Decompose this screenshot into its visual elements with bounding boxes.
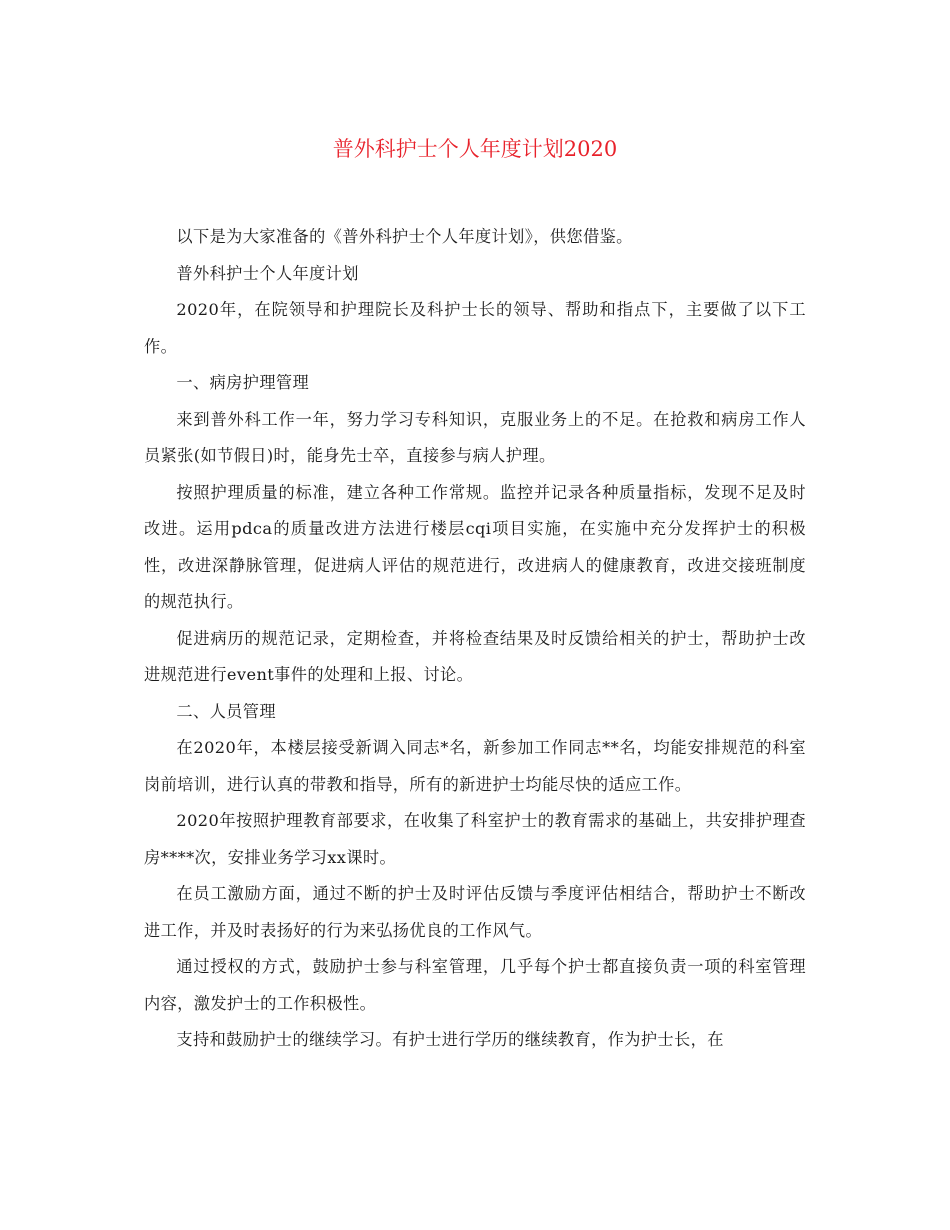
paragraph: 按照护理质量的标准，建立各种工作常规。监控并记录各种质量指标，发现不足及时改进。运用pdca的质量改进方法进行楼层cqi项目实施，在实施中充分发挥护士的积极性，改进深静脉管理，促进病人评估的规范进行，改进病人的健康教育，改进交接班制度的规范执行。 bbox=[144, 482, 806, 611]
paragraph: 促进病历的规范记录，定期检查，并将检查结果及时反馈给相关的护士，帮助护士改进规范进行event事件的处理和上报、讨论。 bbox=[144, 628, 806, 684]
document-title: 普外科护士个人年度计划2020 bbox=[332, 137, 618, 161]
section-heading-ward-management: 一、病房护理管理 bbox=[176, 373, 310, 392]
paragraph: 通过授权的方式，鼓励护士参与科室管理，几乎每个护士都直接负责一项的科室管理内容，激发护士的工作积极性。 bbox=[144, 957, 806, 1013]
section-heading-staff-management: 二、人员管理 bbox=[176, 701, 276, 721]
paragraph: 在员工激励方面，通过不断的护士及时评估反馈与季度评估相结合，帮助护士不断改进工作，并及时表扬好的行为来弘扬优良的工作风气。 bbox=[144, 884, 806, 940]
paragraph: 支持和鼓励护士的继续学习。有护士进行学历的继续教育，作为护士长，在 bbox=[176, 1030, 724, 1049]
paragraph-subtitle: 普外科护士个人年度计划 bbox=[176, 263, 359, 283]
paragraph: 2020年按照护理教育部要求，在收集了科室护士的教育需求的基础上，共安排护理查房****次，安排业务学习xx课时。 bbox=[144, 811, 806, 867]
paragraph: 2020年，在院领导和护理院长及科护士长的领导、帮助和指点下，主要做了以下工作。 bbox=[144, 300, 806, 356]
paragraph-intro: 以下是为大家准备的《普外科护士个人年度计划》，供您借鉴。 bbox=[176, 227, 633, 246]
paragraph: 来到普外科工作一年，努力学习专科知识，克服业务上的不足。在抢救和病房工作人员紧张(如节假日)时，能身先士卒，直接参与病人护理。 bbox=[144, 409, 806, 465]
paragraph: 在2020年，本楼层接受新调入同志*名，新参加工作同志**名，均能安排规范的科室岗前培训，进行认真的带教和指导，所有的新进护士均能尽快的适应工作。 bbox=[144, 738, 806, 794]
document-body bbox=[144, 219, 806, 1059]
